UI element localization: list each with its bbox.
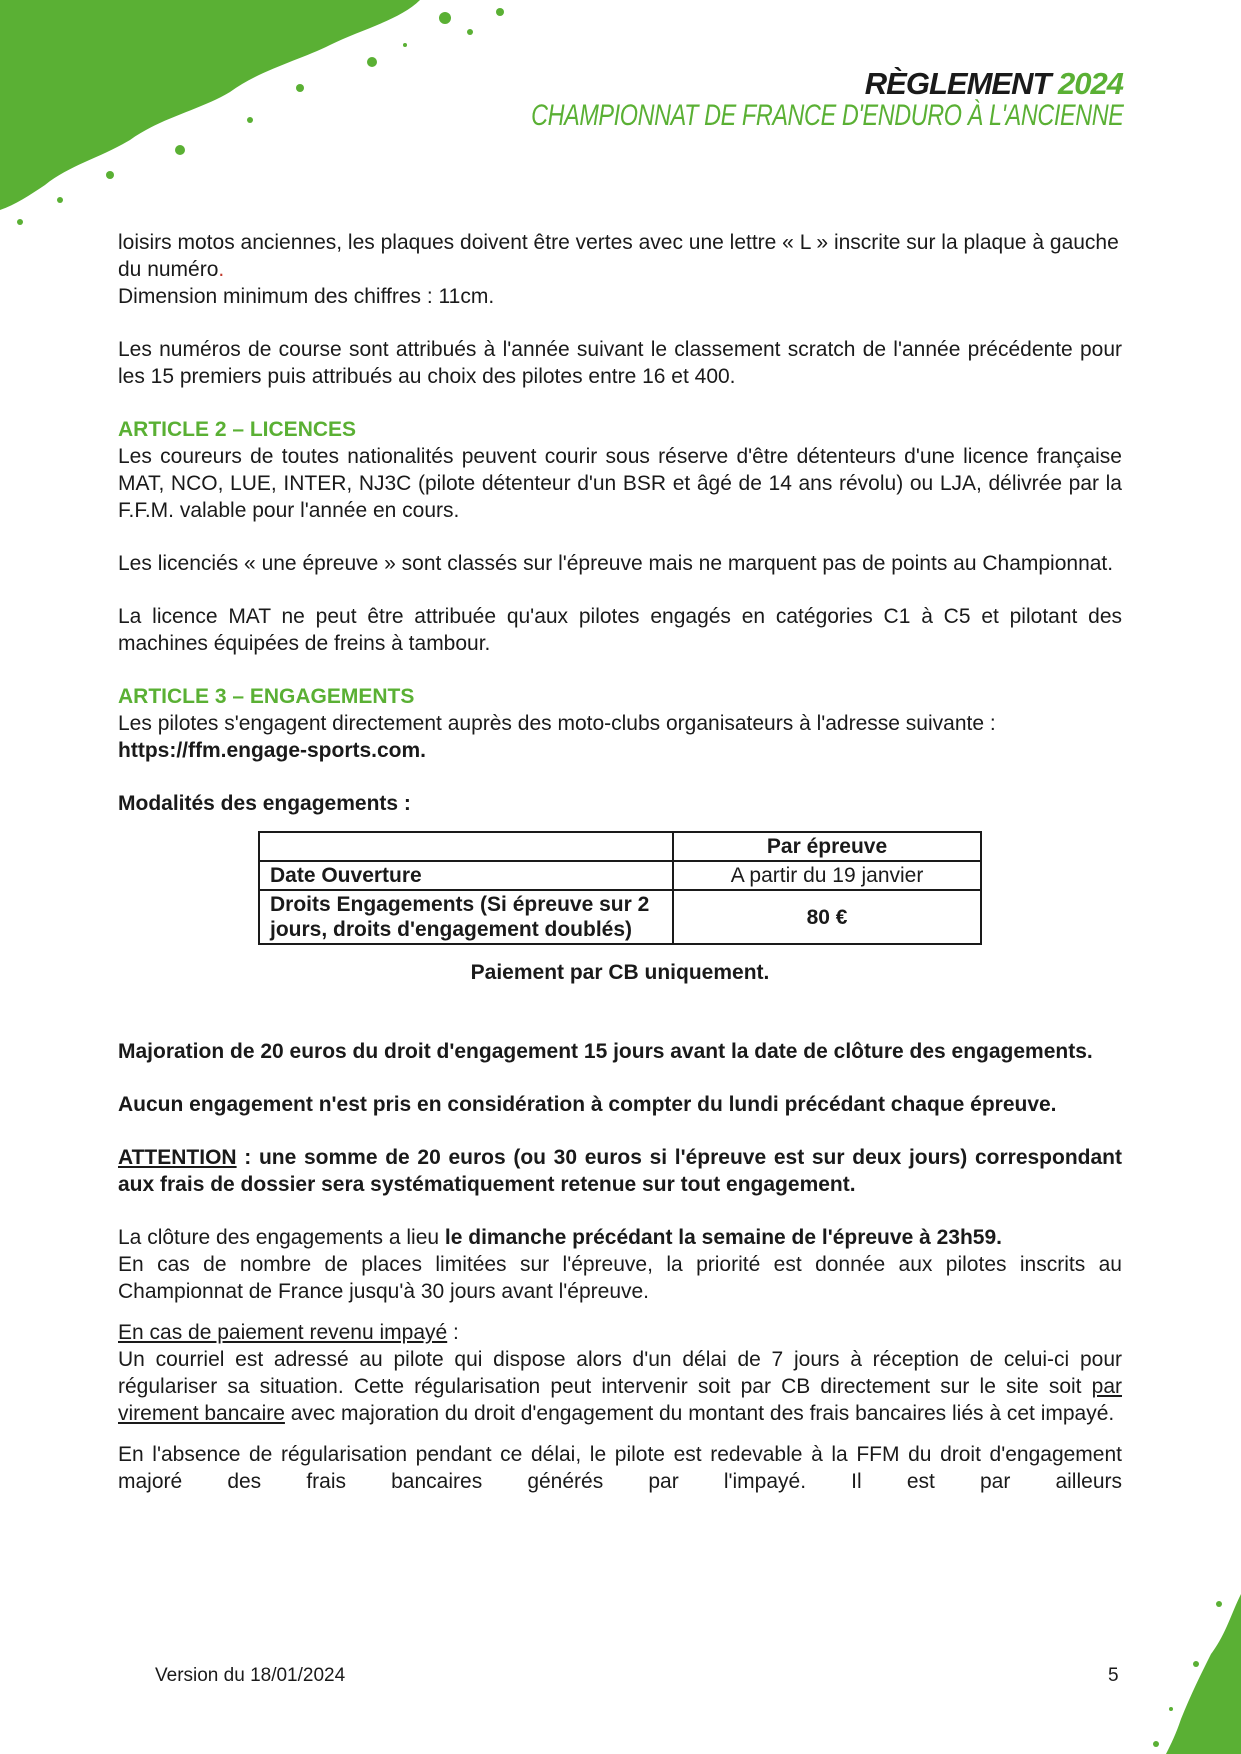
paragraph-plates xyxy=(118,229,1122,283)
paragraph-aucun-engagement: Aucun engagement n'est pris en considération à compter du lundi précédant chaque épreuve. xyxy=(118,1093,1057,1116)
article-2-heading: ARTICLE 2 – LICENCES xyxy=(118,418,357,441)
table-row xyxy=(259,890,981,944)
green-brush-decoration-bottom xyxy=(1141,1594,1241,1754)
article-3-paragraph-1: Les pilotes s'engagent directement auprès des moto-clubs organisateurs à l'adresse suivante : xyxy=(118,712,996,735)
paragraph-dimension: Dimension minimum des chiffres : 11cm. xyxy=(118,285,495,308)
plates-dot: . xyxy=(218,258,225,281)
attention-label: ATTENTION xyxy=(118,1146,237,1169)
header-title-word: RÈGLEMENT xyxy=(864,66,1051,101)
article-2-paragraph-2: Les licenciés « une épreuve » sont classés sur l'épreuve mais ne marquent pas de points au Championnat. xyxy=(118,552,1114,575)
plates-text: loisirs motos anciennes, les plaques doivent être vertes avec une lettre « L » inscrite sur la plaque à gauche du numéro xyxy=(118,231,1119,281)
paragraph-impaye-title xyxy=(118,1319,1122,1346)
document-header xyxy=(364,68,1123,132)
table-cell-empty xyxy=(259,832,673,861)
attention-text: : une somme de 20 euros (ou 30 euros si l'épreuve est sur deux jours) correspondant aux frais de dossier sera systématiquement retenue sur tout engagement. xyxy=(118,1146,1122,1196)
header-title xyxy=(364,68,1123,100)
paragraph-majoration: Majoration de 20 euros du droit d'engagement 15 jours avant la date de clôture des engagements. xyxy=(118,1040,1093,1063)
cloture-text: La clôture des engagements a lieu xyxy=(118,1226,445,1249)
paragraph-race-numbers: Les numéros de course sont attribués à l'année suivant le classement scratch de l'année précédente pour les 15 premiers puis attribués au choix des pilotes entre 16 et 400. xyxy=(118,338,1122,388)
paragraph-cloture xyxy=(118,1224,1122,1251)
table-cell-label: Droits Engagements (Si épreuve sur 2 jours, droits d'engagement doublés) xyxy=(259,890,673,944)
footer-version: Version du 18/01/2024 xyxy=(155,1665,346,1686)
fees-table xyxy=(258,831,982,945)
article-3-heading: ARTICLE 3 – ENGAGEMENTS xyxy=(118,685,415,708)
impaye-colon: : xyxy=(447,1321,459,1344)
header-title-year: 2024 xyxy=(1058,66,1123,101)
impaye-text-a: Un courriel est adressé au pilote qui dispose alors d'un délai de 7 jours à réception de celui-ci pour régulariser sa situation. Cette régularisation peut intervenir soit par CB directement sur le site soit xyxy=(118,1348,1122,1398)
payment-note: Paiement par CB uniquement. xyxy=(470,961,770,984)
modalites-heading: Modalités des engagements : xyxy=(118,792,411,815)
table-cell-value: 80 € xyxy=(673,890,981,944)
table-cell-label: Date Ouverture xyxy=(259,861,673,890)
engage-url-link[interactable]: https://ffm.engage-sports.com. xyxy=(118,739,427,762)
article-2-paragraph-1: Les coureurs de toutes nationalités peuvent courir sous réserve d'être détenteurs d'une licence française MAT, NCO, LUE, INTER, NJ3C (pilote détenteur d'un BSR et âgé de 14 ans révolu) ou LJA, délivrée par la F.F.M. valable pour l'année en cours. xyxy=(118,445,1122,522)
header-subtitle: CHAMPIONNAT DE FRANCE D'ENDURO À L'ANCIENNE xyxy=(530,99,1123,132)
table-cell-value: A partir du 19 janvier xyxy=(673,861,981,890)
table-row xyxy=(259,832,981,861)
paragraph-absence: En l'absence de régularisation pendant ce délai, le pilote est redevable à la FFM du droit d'engagement majoré des frais bancaires générés par l'impayé. Il est par ailleurs xyxy=(118,1443,1122,1493)
page-content xyxy=(118,229,1122,1495)
page-number: 5 xyxy=(1108,1665,1119,1686)
table-header-per-event: Par épreuve xyxy=(673,832,981,861)
table-row xyxy=(259,861,981,890)
article-2-paragraph-3: La licence MAT ne peut être attribuée qu'aux pilotes engagés en catégories C1 à C5 et pilotant des machines équipées de freins à tambour. xyxy=(118,605,1122,655)
impaye-title: En cas de paiement revenu impayé xyxy=(118,1321,448,1344)
paragraph-impaye xyxy=(118,1346,1122,1427)
paragraph-places-limitees: En cas de nombre de places limitées sur l'épreuve, la priorité est donnée aux pilotes inscrits au Championnat de France jusqu'à 30 jours avant l'épreuve. xyxy=(118,1253,1122,1303)
paragraph-attention xyxy=(118,1144,1122,1198)
virement-bancaire-text: par virement bancaire xyxy=(118,1375,1122,1425)
impaye-text-b: avec majoration du droit d'engagement du montant des frais bancaires liés à cet impayé. xyxy=(284,1402,1115,1425)
cloture-date: le dimanche précédant la semaine de l'épreuve à 23h59. xyxy=(444,1226,1002,1249)
